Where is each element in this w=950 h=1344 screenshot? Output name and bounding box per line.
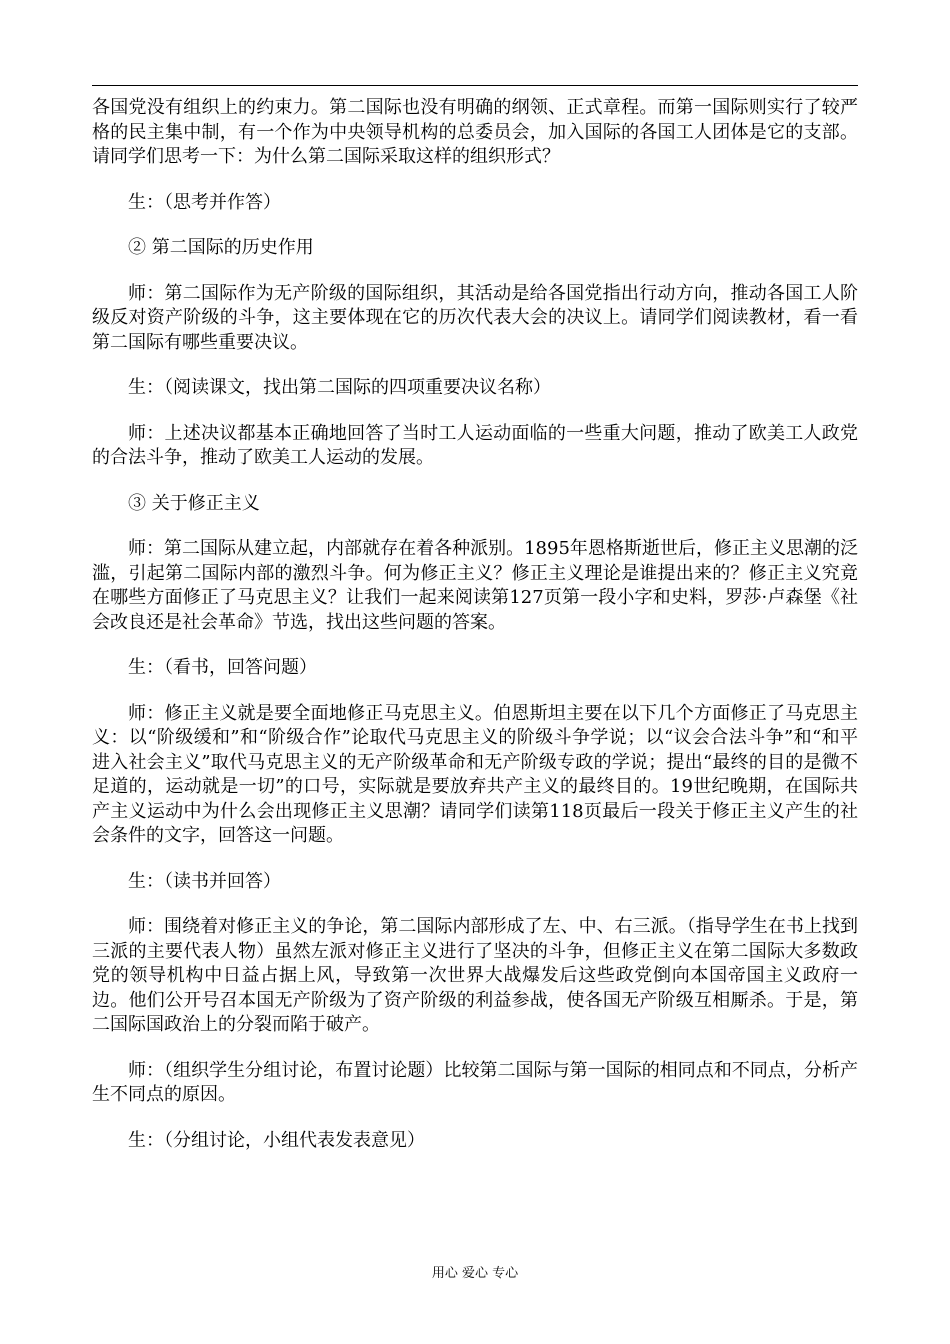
page-footer: 用心 爱心 专心 [431, 1266, 519, 1281]
paragraph: 生：（思考并作答） [128, 191, 281, 213]
paragraph: 生：（阅读课文，找出第二国际的四项重要决议名称） [128, 377, 551, 398]
section-heading: ③ 关于修正主义 [128, 492, 260, 514]
document-body [92, 96, 858, 1174]
section-heading: ② 第二国际的历史作用 [128, 237, 314, 258]
paragraph: 师：第二国际从建立起，内部就存在着各种派别。1895年恩格斯逝世后，修正主义思潮的泛滥，引起第二国际内部的激烈斗争。何为修正主义？修正主义理论是谁提出来的？修正主义究竟在哪些方面修正了马克思主义？让我们一起来阅读第127页第一段小字和史料，罗莎·卢森堡《社会改良还是社会革命》节选，找出这些问题的答案。 [92, 538, 858, 633]
header-rule [92, 85, 858, 86]
paragraph: 生：（读书并回答） [128, 870, 281, 892]
paragraph: 生：（看书，回答问题） [128, 657, 317, 678]
paragraph: 师：围绕着对修正主义的争论，第二国际内部形成了左、中、右三派。（指导学生在书上找到三派的主要代表人物）虽然左派对修正主义进行了坚决的斗争，但修正主义在第二国际大多数政党的领导机构中日益占据上风，导致第一次世界大战爆发后这些政党倒向本国帝国主义政府一边。他们公开号召本国无产阶级为了资产阶级的利益参战，使各国无产阶级互相厮杀。于是，第二国际国政治上的分裂而陷于破产。 [92, 916, 858, 1035]
paragraph: 师：（组织学生分组讨论，布置讨论题）比较第二国际与第一国际的相同点和不同点，分析产生不同点的原因。 [92, 1059, 858, 1105]
paragraph: 生：（分组讨论，小组代表发表意见） [128, 1129, 425, 1151]
paragraph: 师：第二国际作为无产阶级的国际组织，其活动是给各国党指出行动方向，推动各国工人阶级反对资产阶级的斗争，这主要体现在它的历次代表大会的决议上。请同学们阅读教材，看一看第二国际有哪些重要决议。 [92, 282, 858, 353]
paragraph: 师：修正主义就是要全面地修正马克思主义。伯恩斯坦主要在以下几个方面修正了马克思主义：以“阶级缓和”和“阶级合作”论取代马克思主义的阶级斗争学说；以“议会合法斗争”和“和平进入社会主义”取代马克思主义的无产阶级革命和无产阶级专政的学说；提出“最终的目的是微不足道的，运动就是一切”的口号，实际就是要放弃共产主义的最终目的。19世纪晚期，在国际共产主义运动中为什么会出现修正主义思潮？请同学们读第118页最后一段关于修正主义产生的社会条件的文字，回答这一问题。 [92, 702, 858, 846]
paragraph: 师：上述决议都基本正确地回答了当时工人运动面临的一些重大问题，推动了欧美工人政党的合法斗争，推动了欧美工人运动的发展。 [92, 422, 858, 468]
paragraph: 各国党没有组织上的约束力。第二国际也没有明确的纲领、正式章程。而第一国际则实行了较严格的民主集中制，有一个作为中央领导机构的总委员会，加入国际的各国工人团体是它的支部。请同学们思考一下：为什么第二国际采取这样的组织形式？ [92, 97, 858, 167]
